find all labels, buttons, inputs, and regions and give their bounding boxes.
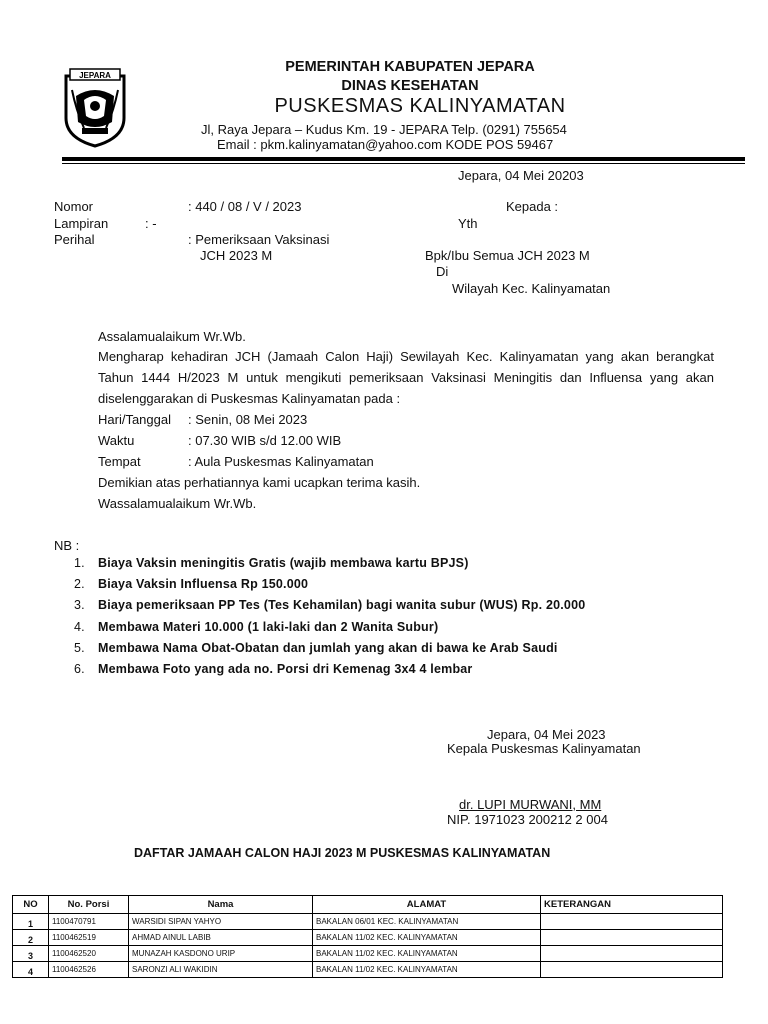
roster-title: DAFTAR JAMAAH CALON HAJI 2023 M PUSKESMAS KALINYAMATAN [134, 846, 551, 860]
nb-item [74, 556, 585, 577]
row-no: 4 [13, 962, 49, 978]
col-header-porsi: No. Porsi [49, 896, 129, 914]
col-header-keterangan: KETERANGAN [541, 896, 723, 914]
row-alamat: BAKALAN 11/02 KEC. KALINYAMATAN [313, 946, 541, 962]
closing-text: Demikian atas perhatiannya kami ucapkan terima kasih. [98, 475, 421, 490]
nomor-value: : 440 / 08 / V / 2023 [188, 199, 302, 214]
nb-item [74, 577, 585, 598]
perihal-label: Perihal [54, 232, 95, 247]
row-no: 2 [13, 930, 49, 946]
nb-item-number: 1. [74, 556, 85, 570]
row-keterangan [541, 930, 723, 946]
recipient-di: Di [436, 264, 449, 279]
nb-item-number: 4. [74, 619, 85, 634]
row-porsi: 1100462519 [49, 930, 129, 946]
nomor-label: Nomor [54, 199, 94, 214]
col-header-alamat: ALAMAT [313, 896, 541, 914]
recipient-name: Bpk/Ibu Semua JCH 2023 M [425, 248, 590, 263]
row-no: 1 [13, 914, 49, 930]
nb-item-number: 3. [74, 598, 85, 613]
waktu-value: : 07.30 WIB s/d 12.00 WIB [188, 433, 342, 448]
letterhead-institution: PUSKESMAS KALINYAMATAN [274, 95, 566, 117]
table-row [13, 930, 723, 946]
lampiran-label: Lampiran [54, 216, 109, 231]
signature-nip: NIP. 1971023 200212 2 004 [447, 812, 608, 827]
lampiran-value: : - [145, 216, 157, 231]
row-nama: SARONZI ALI WAKIDIN [129, 962, 313, 978]
row-alamat: BAKALAN 11/02 KEC. KALINYAMATAN [313, 930, 541, 946]
nb-item [74, 598, 585, 619]
nb-item [74, 620, 585, 641]
row-porsi: 1100470791 [49, 914, 129, 930]
nb-item [74, 662, 585, 683]
row-nama: WARSIDI SIPAN YAHYO [129, 914, 313, 930]
yth-label: Yth [458, 216, 478, 231]
nb-item-text: Biaya Vaksin meningitis Gratis (wajib membawa kartu BPJS) [98, 556, 469, 570]
signature-position: Kepala Puskesmas Kalinyamatan [447, 741, 641, 756]
perihal-value: : Pemeriksaan Vaksinasi [188, 232, 330, 247]
letterhead-department: DINAS KESEHATAN [341, 78, 479, 94]
nb-item-text: Membawa Nama Obat-Obatan dan jumlah yang akan di bawa ke Arab Saudi [98, 640, 558, 655]
invitation-paragraph: Mengharap kehadiran JCH (Jamaah Calon Haji) Sewilayah Kec. Kalinyamatan yang akan berangkat Tahun 1444 H/2023 M untuk mengikuti pemeriksaan Vaksinasi Meningitis dan Influensa yang akan diselenggarakan di Puskesmas Kalinyamatan pada : [98, 349, 714, 406]
row-alamat: BAKALAN 11/02 KEC. KALINYAMATAN [313, 962, 541, 978]
letterhead-government: PEMERINTAH KABUPATEN JEPARA [285, 59, 535, 75]
row-no: 3 [13, 946, 49, 962]
col-header-no: NO [13, 896, 49, 914]
nb-item-number: 6. [74, 661, 85, 676]
logo-text: JEPARA [79, 71, 111, 80]
kepada-label: Kepada : [506, 199, 559, 214]
salam-penutup: Wassalamualaikum Wr.Wb. [98, 496, 257, 511]
letter-date: Jepara, 04 Mei 20203 [458, 168, 584, 183]
roster-header-row [13, 896, 723, 914]
row-keterangan [541, 962, 723, 978]
row-keterangan [541, 914, 723, 930]
perihal-value-cont: JCH 2023 M [200, 248, 273, 263]
recipient-place: Wilayah Kec. Kalinyamatan [452, 281, 611, 296]
row-porsi: 1100462520 [49, 946, 129, 962]
nb-label: NB : [54, 538, 80, 553]
nb-item-text: Biaya pemeriksaan PP Tes (Tes Kehamilan) bagi wanita subur (WUS) Rp. 20.000 [98, 598, 586, 613]
table-row [13, 946, 723, 962]
tempat-value: : Aula Puskesmas Kalinyamatan [188, 454, 374, 469]
nb-item-number: 2. [74, 577, 85, 592]
nb-list [74, 556, 585, 683]
nb-item-text: Membawa Foto yang ada no. Porsi dri Kemenag 3x4 4 lembar [98, 661, 473, 676]
nb-item [74, 641, 585, 662]
waktu-label: Waktu [98, 433, 135, 448]
letterhead-divider-thick [62, 157, 745, 161]
signature-place-date: Jepara, 04 Mei 2023 [487, 727, 606, 742]
roster-table [12, 895, 723, 978]
nb-item-text: Biaya Vaksin Influensa Rp 150.000 [98, 577, 309, 592]
greeting: Assalamualaikum Wr.Wb. [98, 329, 246, 344]
signature-name: dr. LUPI MURWANI, MM [459, 797, 602, 812]
row-porsi: 1100462526 [49, 962, 129, 978]
hari-value: : Senin, 08 Mei 2023 [188, 412, 308, 427]
row-nama: AHMAD AINUL LABIB [129, 930, 313, 946]
row-nama: MUNAZAH KASDONO URIP [129, 946, 313, 962]
nb-item-text: Membawa Materi 10.000 (1 laki-laki dan 2 Wanita Subur) [98, 619, 439, 634]
col-header-nama: Nama [129, 896, 313, 914]
table-row [13, 962, 723, 978]
letterhead-email: Email : pkm.kalinyamatan@yahoo.com KODE POS 59467 [217, 137, 554, 152]
row-keterangan [541, 946, 723, 962]
hari-label: Hari/Tanggal [98, 412, 171, 427]
row-alamat: BAKALAN 06/01 KEC. KALINYAMATAN [313, 914, 541, 930]
letterhead-divider-thin [62, 163, 745, 164]
tempat-label: Tempat [98, 454, 141, 469]
table-row [13, 914, 723, 930]
jepara-coat-of-arms-logo [62, 66, 128, 148]
nb-item-number: 5. [74, 640, 85, 655]
letterhead-address: Jl, Raya Jepara – Kudus Km. 19 - JEPARA Telp. (0291) 755654 [201, 122, 567, 137]
